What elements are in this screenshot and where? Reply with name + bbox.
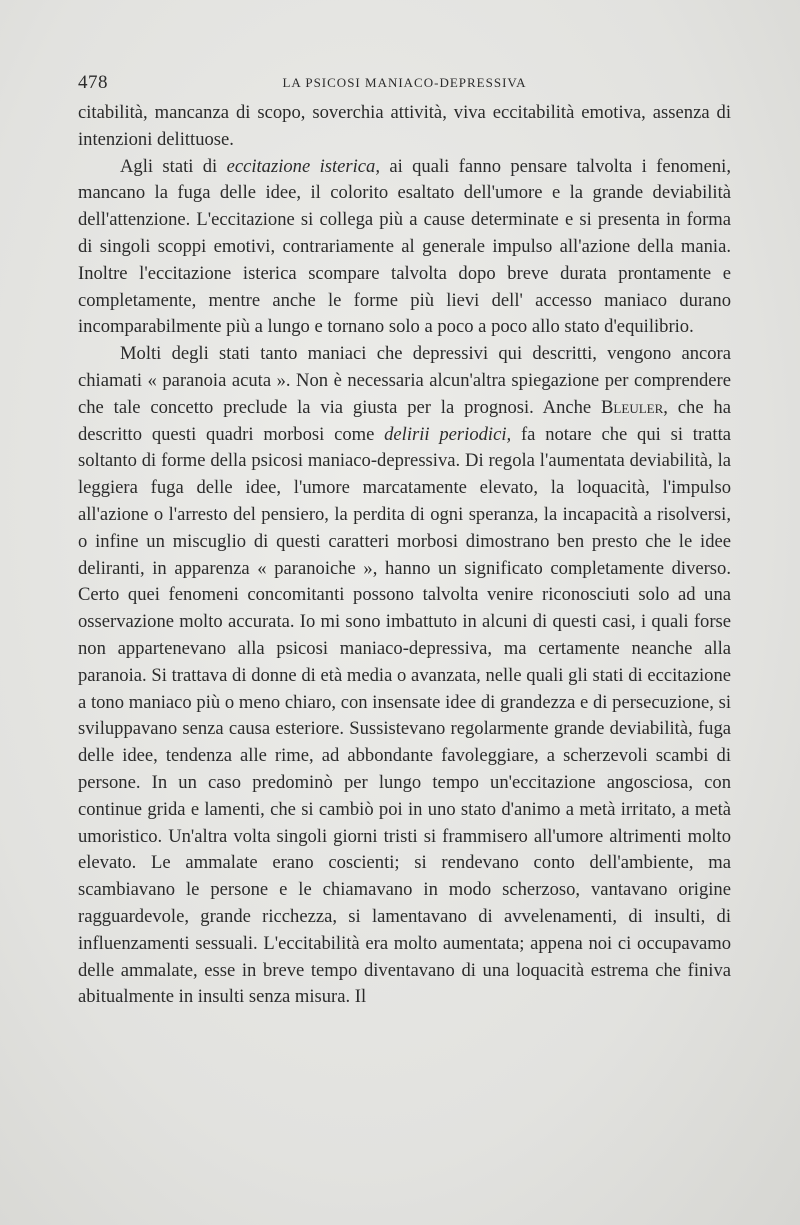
- italic-term: eccitazione isterica,: [226, 155, 380, 177]
- text-segment: Agli stati di: [120, 155, 227, 177]
- text-segment: , che ha descritto questi quadri morbosi come: [78, 396, 731, 445]
- paragraph: [78, 154, 731, 342]
- paragraph: [78, 100, 731, 154]
- text-segment: fa notare che qui si tratta soltanto di forme della psicosi maniaco-depressiva. Di regola l'aumentata deviabilità, la leggiera fuga delle idee, l'umore marcatamente elevato, la loquacità, l'impulso all'azione o l'arresto del pensiero, la perdita di ogni speranza, la incapacità a risolversi, o infine un miscuglio di questi caratteri morbosi dimostrano ben presto che le idee deliranti, in apparenza « paranoiche », hanno un significato completamente diverso. Certo quei fenomeni concomitanti possono talvolta venire riconosciuti solo ad una osservazione molto accurata. Io mi sono imbattuto in alcuni di questi casi, i quali forse non appartenevano alla psicosi maniaco-depressiva, ma certamente neanche alla paranoia. Si trattava di donne di età media o avanzata, nelle quali gli stati di eccitazione a tono maniaco più o meno chiaro, con insensate idee di grandezza e di persecuzione, si sviluppavano senza causa esteriore. Sussistevano regolarmente grande deviabilità, fuga delle idee, tendenza alle rime, ad abbondante favoleggiare, a scherzevoli scambi di persone. In un caso predominò per lungo tempo un'eccitazione angosciosa, con continue grida e lamenti, che si cambiò poi in uno stato d'animo a metà irritato, a metà umoristico. Un'altra volta singoli giorni tristi si frammisero all'umore altrimenti molto elevato. Le ammalate erano coscienti; si rendevano conto dell'ambiente, ma scambiavano le persone e le chiamavano in modo scherzoso, vantavano origine ragguardevole, grande ricchezza, si lamentavano di avvelenamenti, di insulti, di influenzamenti sessuali. L'eccitabilità era molto aumentata; appena noi ci occupavamo delle ammalate, esse in breve tempo diventavano di una loquacità estrema che finiva abitualmente in insulti senza misura. Il: [78, 423, 731, 1008]
- running-header: [78, 72, 731, 96]
- italic-term: delirii periodici,: [384, 423, 512, 445]
- text-segment: ai quali fanno pensare talvolta i fenomeni, mancano la fuga delle idee, il colorito esaltato dell'umore e la grande deviabilità dell'attenzione. L'eccitazione si collega più a cause determinate e si presenta in forma di singoli scoppi emotivi, contrariamente al generale impulso all'azione della mania. Inoltre l'eccitazione isterica scompare talvolta dopo breve durata prontamente e completamente, mentre anche le forme più lievi dell' accesso maniaco durano incomparabilmente più a lungo e tornano solo a poco a poco allo stato d'equilibrio.: [78, 155, 731, 338]
- author-name: Bleuler: [601, 396, 664, 418]
- paragraph: [78, 341, 731, 1011]
- page-number: 478: [78, 72, 108, 93]
- text-segment: citabilità, mancanza di scopo, soverchia attività, viva eccitabilità emotiva, assenza di intenzioni delittuose.: [78, 102, 731, 150]
- text-segment: Molti degli stati tanto maniaci che depressivi qui descritti, vengono ancora chiamati « paranoia acuta ». Non è necessaria alcun'altra spiegazione per comprendere che tale concetto preclude la via giusta per la prognosi. Anche: [78, 343, 731, 418]
- body-text: [78, 100, 731, 1011]
- running-title: LA PSICOSI MANIACO-DEPRESSIVA: [282, 75, 527, 90]
